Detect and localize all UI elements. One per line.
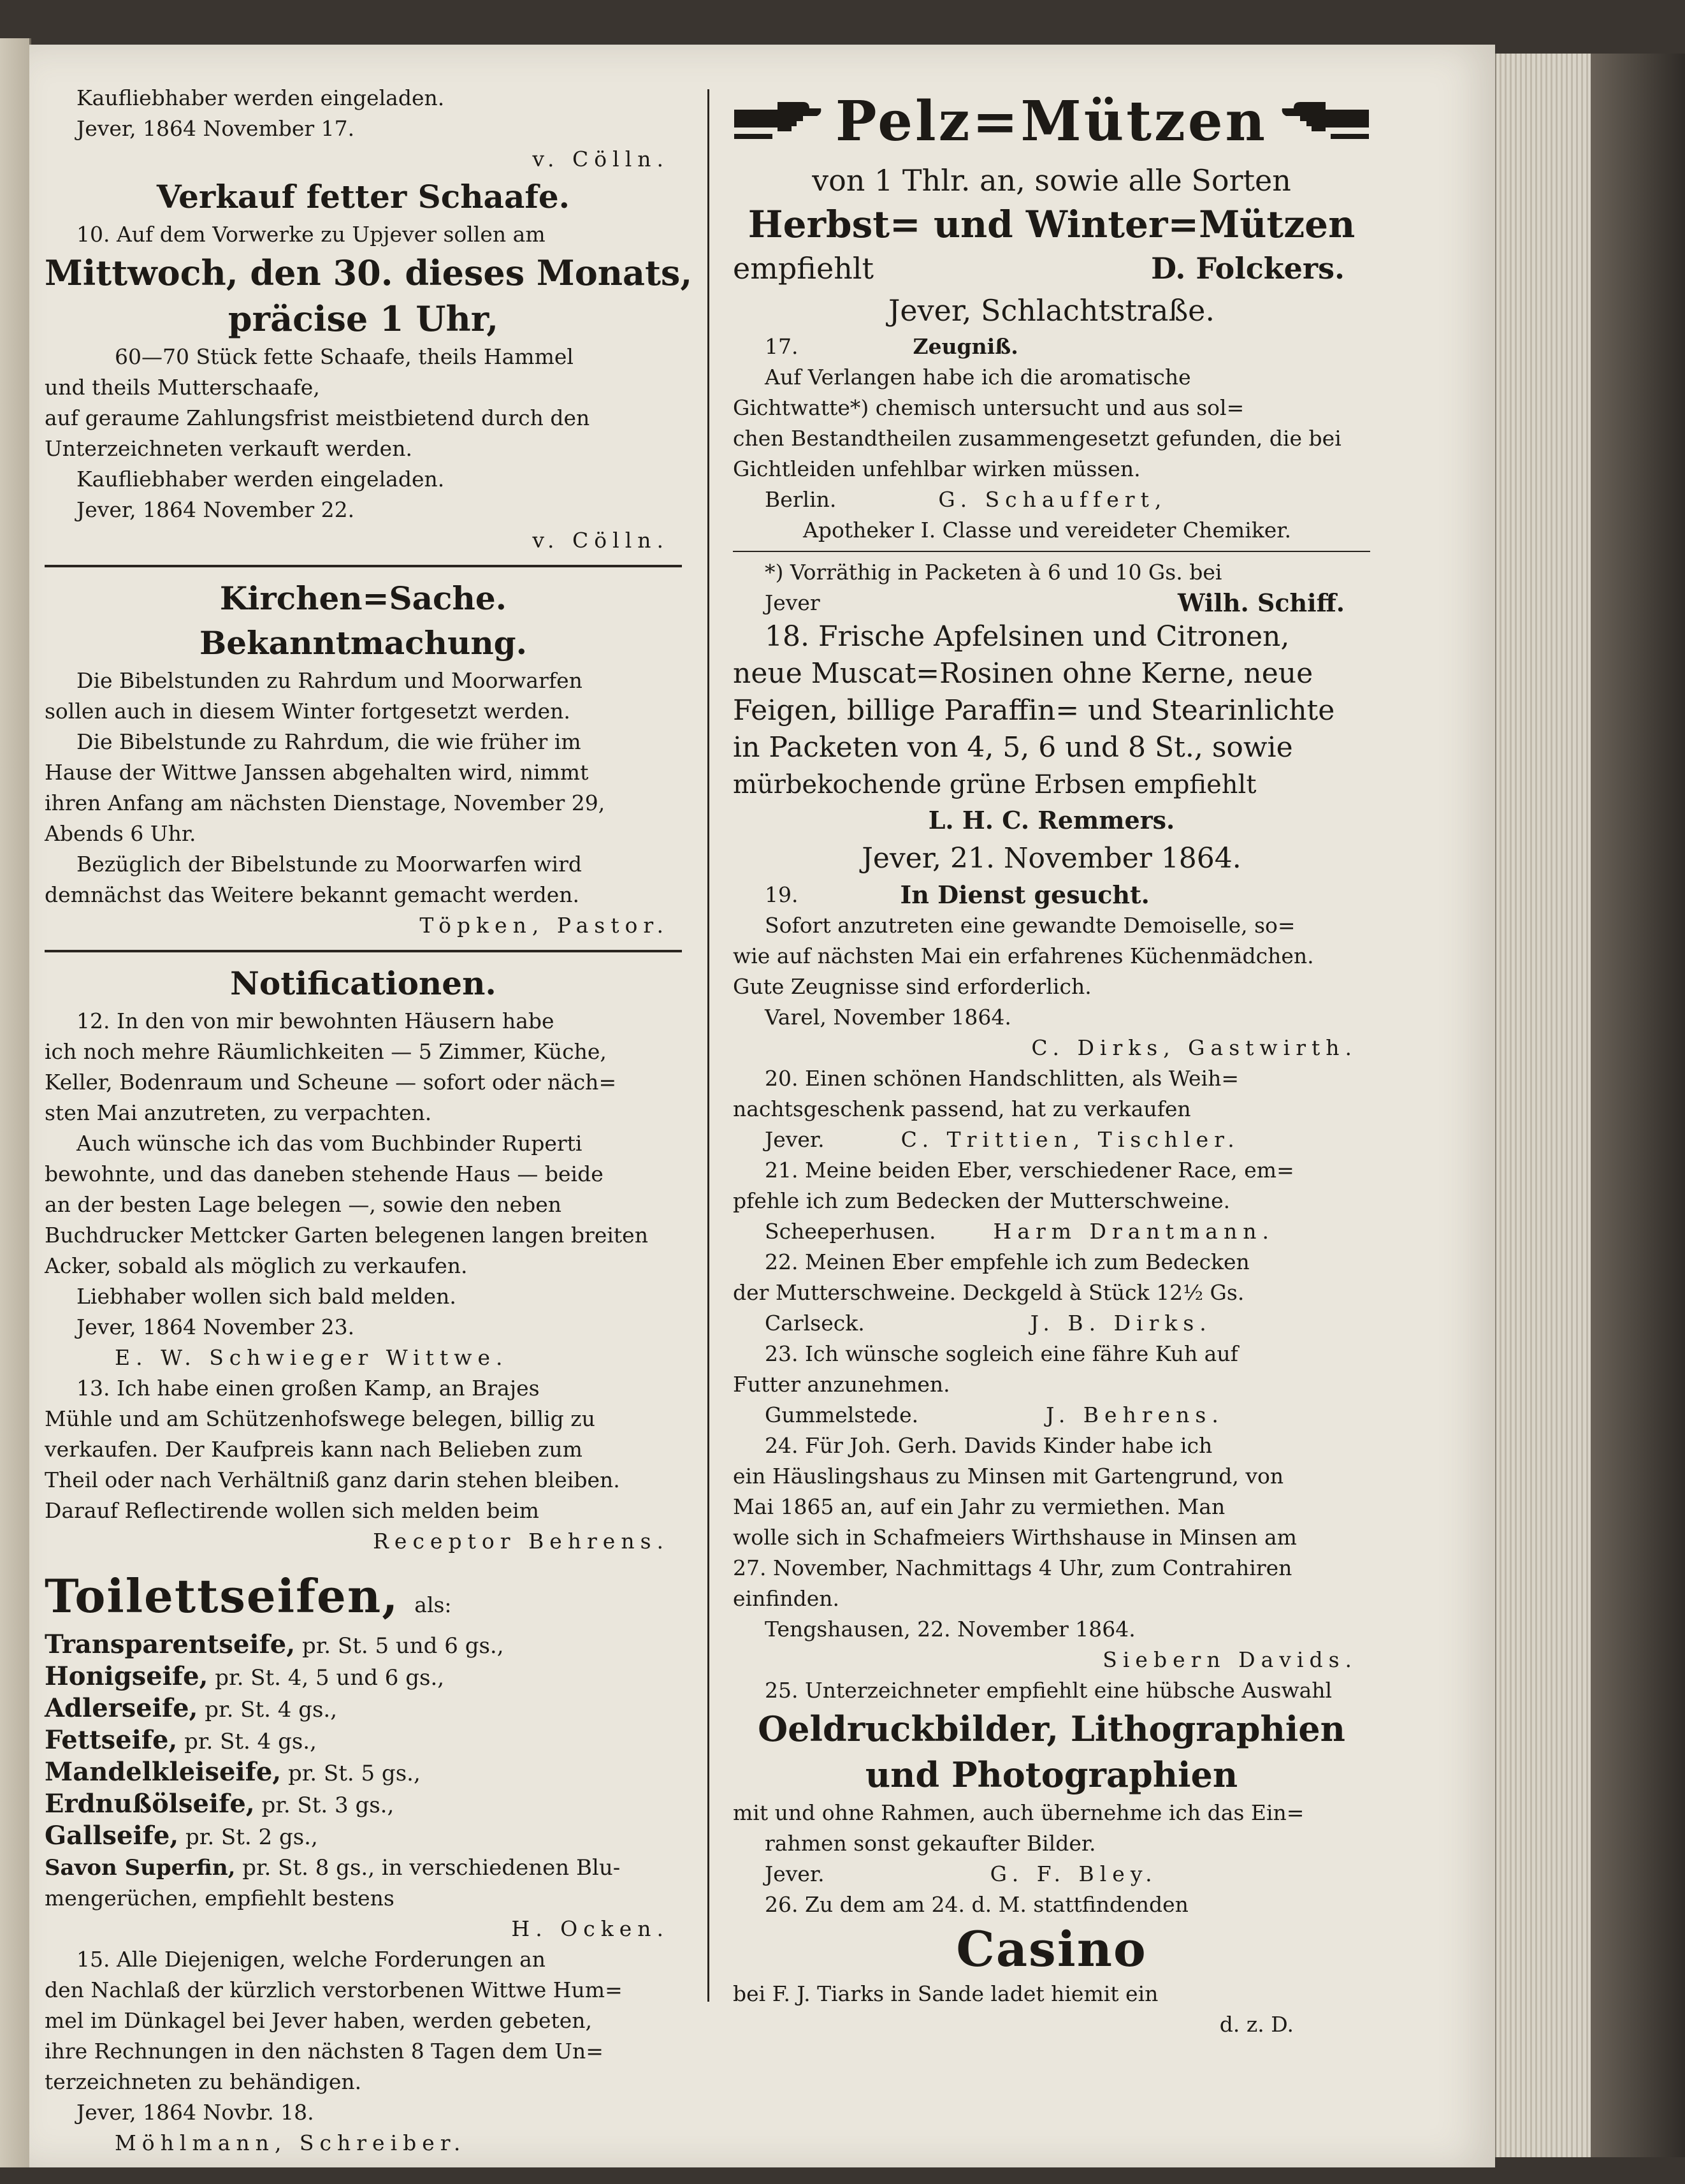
text-line: Liebhaber wollen sich bald melden. bbox=[76, 1284, 456, 1309]
text-line: an der besten Lage belegen —, sowie den neben bbox=[45, 1192, 562, 1217]
text-line: Gichtwatte*) chemisch untersucht und aus sol= bbox=[733, 395, 1245, 420]
signature: Receptor Behrens. bbox=[373, 1529, 669, 1554]
text-line: terzeichneten zu behändigen. bbox=[45, 2069, 362, 2094]
signature: Möhlmann, Schreiber. bbox=[115, 2130, 466, 2155]
soap-item bbox=[45, 1757, 682, 1789]
signature: Siebern Davids. bbox=[1103, 1647, 1357, 1672]
soap-name: Erdnußölseife, bbox=[45, 1789, 255, 1819]
ad-text: empfiehlt bbox=[733, 251, 874, 286]
footnote-row bbox=[733, 588, 1370, 618]
text-line: auf geraume Zahlungsfrist meistbietend durch den bbox=[45, 405, 590, 430]
casino-title: Casino bbox=[956, 1921, 1147, 1977]
soap-price: pr. St. 4, 5 und 6 gs., bbox=[215, 1665, 445, 1691]
signature-row bbox=[733, 1125, 1370, 1155]
ad-line: von 1 Thlr. an, sowie alle Sorten bbox=[812, 163, 1291, 198]
signature: E. W. Schwieger Wittwe. bbox=[115, 1345, 509, 1370]
notice-number: 19. bbox=[765, 882, 799, 907]
soap-price: pr. St. 4 gs., bbox=[205, 1697, 338, 1722]
text-line: Jever, 1864 November 22. bbox=[76, 497, 355, 522]
soap-item bbox=[45, 1789, 682, 1821]
signature: J. Behrens. bbox=[1046, 1402, 1224, 1427]
soap-price: pr. St. 5 gs., bbox=[288, 1761, 421, 1786]
text-line: Futter anzunehmen. bbox=[733, 1372, 950, 1397]
text-line: verkaufen. Der Kaufpreis kann nach Belieben zum bbox=[45, 1437, 582, 1462]
pointing-hand-right-icon bbox=[733, 96, 822, 147]
soap-name: Adlerseife, bbox=[45, 1693, 198, 1723]
text-line: der Mutterschweine. Deckgeld à Stück 12½ Gs. bbox=[733, 1280, 1245, 1305]
ad-line: 18. Frische Apfelsinen und Citronen, bbox=[765, 620, 1290, 653]
pelz-header bbox=[733, 83, 1370, 159]
text-line: bei F. J. Tiarks in Sande ladet hiemit ein bbox=[733, 1981, 1159, 2006]
text-line: Unterzeichneten verkauft werden. bbox=[45, 436, 412, 461]
soap-name: Fettseife, bbox=[45, 1725, 178, 1755]
date-line: Jever, 21. November 1864. bbox=[862, 842, 1241, 875]
signature: d. z. D. bbox=[1219, 2012, 1294, 2037]
ad-sign: D. Folckers. bbox=[1151, 251, 1345, 286]
text-line: Mühle und am Schützenhofswege belegen, billig zu bbox=[45, 1406, 595, 1431]
signature: G. Schauffert, bbox=[938, 487, 1168, 512]
soap-name: Gallseife, bbox=[45, 1821, 179, 1851]
section-rule bbox=[733, 551, 1370, 552]
text-line: wie auf nächsten Mai ein erfahrenes Küchenmädchen. bbox=[733, 943, 1314, 968]
dienst-header bbox=[733, 880, 1370, 910]
signature-row bbox=[733, 1400, 1370, 1431]
text-line: Auf Verlangen habe ich die aromatische bbox=[765, 365, 1191, 389]
text-line: Gichtleiden unfehlbar wirken müssen. bbox=[733, 456, 1141, 481]
left-column bbox=[45, 83, 693, 2155]
text-line: Mai 1865 an, auf ein Jahr zu vermiethen. Man bbox=[733, 1494, 1226, 1519]
text-line: chen Bestandtheilen zusammengesetzt gefunden, die bei bbox=[733, 426, 1341, 451]
signature-row bbox=[733, 1216, 1370, 1247]
text-line: und theils Mutterschaafe, bbox=[45, 375, 320, 400]
text-line: mengerüchen, empfiehlt bestens bbox=[45, 1886, 394, 1911]
text-line: 22. Meinen Eber empfehle ich zum Bedecken bbox=[765, 1249, 1250, 1274]
text-line: 27. November, Nachmittags 4 Uhr, zum Contrahiren bbox=[733, 1555, 1292, 1580]
soap-price: pr. St. 2 gs., bbox=[185, 1824, 318, 1850]
notice-title: Zeugniß. bbox=[913, 334, 1018, 359]
text-line: Abends 6 Uhr. bbox=[45, 821, 196, 846]
text-line: bewohnte, und das daneben stehende Haus — beide bbox=[45, 1161, 604, 1186]
zeugniss-header bbox=[733, 331, 1370, 362]
soap-name: Savon Superfin, bbox=[45, 1855, 236, 1881]
ad-line: Jever, Schlachtstraße. bbox=[888, 293, 1215, 328]
text-line: Buchdrucker Mettcker Garten belegenen langen breiten bbox=[45, 1223, 648, 1248]
text-line: Hause der Wittwe Janssen abgehalten wird, nimmt bbox=[45, 760, 589, 785]
text-line: Kaufliebhaber werden eingeladen. bbox=[76, 467, 445, 491]
text-line: Kaufliebhaber werden eingeladen. bbox=[76, 85, 445, 110]
text-line: Jever, 1864 November 17. bbox=[76, 116, 355, 141]
text-line: mit und ohne Rahmen, auch übernehme ich das Ein= bbox=[733, 1800, 1305, 1825]
soap-name: Honigseife, bbox=[45, 1661, 208, 1691]
text-line: 10. Auf dem Vorwerke zu Upjever sollen am bbox=[76, 222, 546, 247]
soap-item bbox=[45, 1725, 682, 1757]
soap-item bbox=[45, 1821, 682, 1853]
signature: Töpken, Pastor. bbox=[419, 913, 669, 938]
signature-row bbox=[733, 484, 1370, 515]
place: Carlseck. bbox=[765, 1311, 865, 1336]
section-subtitle: Bekanntmachung. bbox=[199, 624, 528, 662]
signature-row bbox=[733, 1308, 1370, 1339]
text-line: pfehle ich zum Bedecken der Mutterschweine. bbox=[733, 1188, 1231, 1213]
ad-line: Feigen, billige Paraffin= und Stearinlichte bbox=[733, 694, 1335, 727]
soap-item bbox=[45, 1853, 682, 1883]
text-line: demnächst das Weitere bekannt gemacht werden. bbox=[45, 882, 580, 907]
text-line: 26. Zu dem am 24. d. M. stattfindenden bbox=[765, 1892, 1189, 1917]
place: Jever. bbox=[765, 1861, 825, 1886]
column-divider bbox=[707, 89, 709, 2002]
text-line: Apotheker I. Classe und vereideter Chemiker. bbox=[803, 518, 1291, 542]
soap-item bbox=[45, 1693, 682, 1725]
section-rule bbox=[45, 950, 682, 952]
text-line: Jever, 1864 Novbr. 18. bbox=[76, 2100, 314, 2125]
text-line: sten Mai anzutreten, zu verpachten. bbox=[45, 1100, 432, 1125]
notice-number: 17. bbox=[765, 334, 799, 359]
place: Gummelstede. bbox=[765, 1402, 919, 1427]
place: Scheeperhusen. bbox=[765, 1219, 936, 1244]
signature: L. H. C. Remmers. bbox=[928, 806, 1175, 834]
soap-als: als: bbox=[414, 1592, 452, 1617]
text-line: ihren Anfang am nächsten Dienstage, November 29, bbox=[45, 790, 605, 815]
text-line: 24. Für Joh. Gerh. Davids Kinder habe ich bbox=[765, 1433, 1213, 1458]
text-line: einfinden. bbox=[733, 1586, 839, 1611]
text-line: nachtsgeschenk passend, hat zu verkaufen bbox=[733, 1096, 1191, 1121]
soap-title: Toilettseifen, bbox=[45, 1569, 400, 1623]
text-line: 13. Ich habe einen großen Kamp, an Brajes bbox=[76, 1376, 540, 1401]
signature: v. Cölln. bbox=[532, 147, 669, 171]
auction-time: präcise 1 Uhr, bbox=[228, 298, 499, 339]
ad-headline: Herbst= und Winter=Mützen bbox=[748, 203, 1356, 246]
soap-price: pr. St. 5 und 6 gs., bbox=[301, 1633, 504, 1659]
text-line: 15. Alle Diejenigen, welche Forderungen an bbox=[76, 1947, 546, 1972]
pointing-hand-left-icon bbox=[1281, 96, 1370, 147]
text-line: wolle sich in Schafmeiers Wirthshause in Minsen am bbox=[733, 1525, 1297, 1550]
text-line: Acker, sobald als möglich zu verkaufen. bbox=[45, 1253, 468, 1278]
ad-line bbox=[733, 247, 1370, 289]
signature: J. B. Dirks. bbox=[1030, 1311, 1212, 1336]
text-line: ich noch mehre Räumlichkeiten — 5 Zimmer, Küche, bbox=[45, 1039, 607, 1064]
signature: v. Cölln. bbox=[532, 528, 669, 553]
text-line: 20. Einen schönen Handschlitten, als Weih= bbox=[765, 1066, 1239, 1091]
previous-page-edge bbox=[0, 38, 31, 2167]
soap-name: Mandelkleiseife, bbox=[45, 1757, 282, 1787]
text-line: Auch wünsche ich das vom Buchbinder Ruperti bbox=[76, 1131, 582, 1156]
ad-title-schaafe: Verkauf fetter Schaafe. bbox=[156, 178, 570, 215]
ad-headline: und Photographien bbox=[865, 1754, 1238, 1795]
ad-line: mürbekochende grüne Erbsen empfiehlt bbox=[733, 770, 1257, 799]
signature: G. F. Bley. bbox=[990, 1861, 1158, 1886]
text-line: Gute Zeugnisse sind erforderlich. bbox=[733, 974, 1092, 999]
signature: C. Dirks, Gastwirth. bbox=[1031, 1035, 1357, 1060]
section-rule bbox=[45, 565, 682, 567]
text-line: Varel, November 1864. bbox=[765, 1005, 1011, 1030]
place: Jever. bbox=[765, 1127, 825, 1152]
ad-line: neue Muscat=Rosinen ohne Kerne, neue bbox=[733, 657, 1313, 690]
ad-headline: Oeldruckbilder, Lithographien bbox=[758, 1708, 1345, 1749]
right-column bbox=[733, 83, 1370, 2037]
text-line: Darauf Reflectirende wollen sich melden beim bbox=[45, 1498, 539, 1523]
signature: Harm Drantmann. bbox=[993, 1219, 1275, 1244]
soap-price: pr. St. 3 gs., bbox=[261, 1793, 394, 1818]
text-line: 23. Ich wünsche sogleich eine fähre Kuh auf bbox=[765, 1341, 1238, 1366]
text-line: Bezüglich der Bibelstunde zu Moorwarfen wird bbox=[76, 852, 582, 877]
text-line: Theil oder nach Verhältniß ganz darin stehen bleiben. bbox=[45, 1467, 620, 1492]
text-line: 60—70 Stück fette Schaafe, theils Hammel bbox=[115, 344, 574, 369]
notice-title: In Dienst gesucht. bbox=[900, 880, 1150, 909]
soap-item bbox=[45, 1661, 682, 1693]
text-line: ein Häuslingshaus zu Minsen mit Gartengrund, von bbox=[733, 1464, 1284, 1489]
text-line: Sofort anzutreten eine gewandte Demoiselle, so= bbox=[765, 913, 1296, 938]
text-line: Die Bibelstunden zu Rahrdum und Moorwarfen bbox=[76, 668, 582, 693]
text-line: Die Bibelstunde zu Rahrdum, die wie früher im bbox=[76, 729, 581, 754]
text-line: 25. Unterzeichneter empfiehlt eine hübsche Auswahl bbox=[765, 1678, 1333, 1703]
section-title-notifications: Notificationen. bbox=[230, 965, 496, 1002]
signature: Wilh. Schiff. bbox=[1177, 588, 1345, 617]
book-edge-shadow bbox=[1591, 54, 1685, 2157]
soap-item bbox=[45, 1629, 682, 1661]
soap-header bbox=[45, 1563, 682, 1629]
text-line: sollen auch in diesem Winter fortgesetzt werden. bbox=[45, 699, 570, 724]
section-title-kirchen: Kirchen=Sache. bbox=[219, 579, 507, 617]
pelz-title: Pelz=Mützen bbox=[835, 89, 1268, 154]
signature: H. Ocken. bbox=[511, 1916, 669, 1941]
text-line: 21. Meine beiden Eber, verschiedener Race, em= bbox=[765, 1158, 1294, 1183]
soap-name: Transparentseife, bbox=[45, 1629, 296, 1659]
text-line: den Nachlaß der kürzlich verstorbenen Wittwe Hum= bbox=[45, 1977, 623, 2002]
text-line: ihre Rechnungen in den nächsten 8 Tagen dem Un= bbox=[45, 2039, 604, 2064]
place: Berlin. bbox=[765, 487, 837, 512]
text-line: Jever, 1864 November 23. bbox=[76, 1314, 355, 1339]
soap-price: pr. St. 4 gs., bbox=[184, 1729, 317, 1754]
footnote: *) Vorräthig in Packeten à 6 und 10 Gs. bei bbox=[765, 560, 1222, 585]
text-line: rahmen sonst gekaufter Bilder. bbox=[765, 1831, 1096, 1856]
signature: C. Trittien, Tischler. bbox=[900, 1127, 1240, 1152]
book-page-stack bbox=[1495, 54, 1592, 2157]
place: Jever bbox=[765, 590, 820, 615]
ad-line: in Packeten von 4, 5, 6 und 8 St., sowie bbox=[733, 731, 1293, 764]
soap-price: pr. St. 8 gs., in verschiedenen Blu- bbox=[242, 1855, 621, 1881]
signature-row bbox=[733, 1859, 1370, 1889]
text-line: Tengshausen, 22. November 1864. bbox=[765, 1617, 1136, 1642]
text-line: mel im Dünkagel bei Jever haben, werden gebeten, bbox=[45, 2008, 593, 2033]
text-line: 12. In den von mir bewohnten Häusern habe bbox=[76, 1008, 554, 1033]
text-line: Keller, Bodenraum und Scheune — sofort oder näch= bbox=[45, 1070, 617, 1095]
auction-date: Mittwoch, den 30. dieses Monats, bbox=[45, 252, 693, 293]
